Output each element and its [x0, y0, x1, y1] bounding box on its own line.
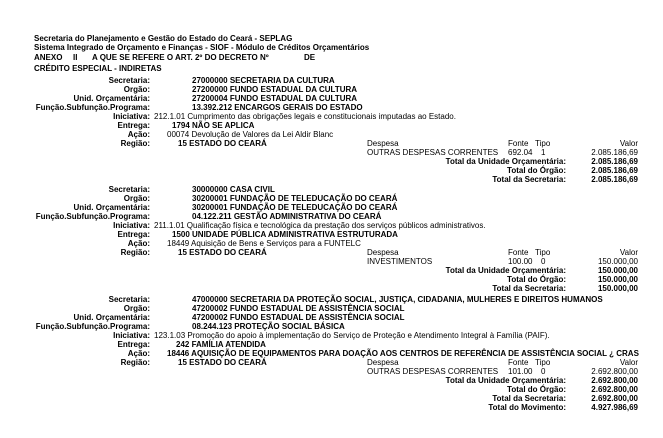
total-secretaria-label: Total da Secretaria: — [492, 394, 566, 403]
despesa-value: OUTRAS DESPESAS CORRENTES — [367, 148, 499, 157]
annex-label: ANEXO — [34, 53, 63, 62]
value-funcao: 13.392.212 ENCARGOS GERAIS DO ESTADO — [192, 103, 363, 112]
credit-type: CRÉDITO ESPECIAL - INDIRETAS — [34, 64, 162, 73]
label-acao: Ação: — [127, 239, 150, 248]
total-movimento-value: 4.927.986,69 — [591, 403, 638, 412]
value-unid: 30200001 FUNDAÇÃO DE TELEDUCAÇÃO DO CEARÁ — [192, 203, 398, 212]
value-funcao: 04.122.211 GESTÃO ADMINISTRATIVA DO CEARÁ — [192, 212, 382, 221]
total-orgao-label: Total do Órgão: — [507, 385, 566, 394]
tipo-value: 0 — [541, 257, 546, 266]
label-funcao: Função.Subfunção.Programa: — [35, 212, 150, 221]
annex-text: A QUE SE REFERE O ART. 2º DO DECRETO Nº — [92, 53, 269, 62]
label-regiao: Região: — [120, 358, 150, 367]
label-orgao: Orgão: — [123, 304, 150, 313]
label-regiao: Região: — [120, 248, 150, 257]
total-orgao-value: 2.692.800,00 — [591, 385, 638, 394]
value-orgao: 30200001 FUNDAÇÃO DE TELEDUCAÇÃO DO CEARÁ — [192, 194, 398, 203]
value-regiao: 15 ESTADO DO CEARÁ — [178, 248, 267, 257]
tipo-header: Tipo — [535, 248, 551, 257]
label-unid: Unid. Orçamentária: — [73, 94, 150, 103]
value-secretaria: 27000000 SECRETARIA DA CULTURA — [192, 76, 335, 85]
label-acao: Ação: — [127, 130, 150, 139]
label-orgao: Orgão: — [123, 85, 150, 94]
label-secretaria: Secretaria: — [108, 185, 150, 194]
label-funcao: Função.Subfunção.Programa: — [35, 103, 150, 112]
fonte-header: Fonte — [508, 139, 529, 148]
tipo-header: Tipo — [535, 139, 551, 148]
value-secretaria: 47000000 SECRETARIA DA PROTEÇÃO SOCIAL, JUSTIÇA, CIDADANIA, MULHERES E DIREITOS HUMANOS — [192, 295, 603, 304]
label-acao: Ação: — [127, 349, 150, 358]
label-regiao: Região: — [120, 139, 150, 148]
label-orgao: Orgão: — [123, 194, 150, 203]
annex-de: DE — [304, 53, 316, 62]
label-unid: Unid. Orçamentária: — [73, 203, 150, 212]
value-funcao: 08.244.123 PROTEÇÃO SOCIAL BÁSICA — [192, 322, 345, 331]
valor-header: Valor — [619, 358, 638, 367]
header-system: Sistema Integrado de Orçamento e Finanças - SIOF - Módulo de Créditos Orçamentários — [34, 43, 370, 52]
value-acao: 18449 Aquisição de Bens e Serviços para a FUNTELC — [167, 239, 361, 248]
total-orgao-label: Total do Órgão: — [507, 166, 566, 175]
total-secretaria-label: Total da Secretaria: — [492, 284, 566, 293]
total-secretaria-value: 150.000,00 — [597, 284, 638, 293]
total-orgao-value: 2.085.186,69 — [591, 166, 638, 175]
valor-header: Valor — [619, 139, 638, 148]
fonte-header: Fonte — [508, 358, 529, 367]
value-acao: 00074 Devolução de Valores da Lei Aldir Blanc — [167, 130, 334, 139]
label-entrega: Entrega: — [117, 230, 150, 239]
total-orgao-label: Total do Órgão: — [507, 275, 566, 284]
fonte-value: 692.04 — [508, 148, 533, 157]
value-entrega: 1794 NÃO SE APLICA — [172, 121, 255, 130]
value-entrega: 242 FAMÍLIA ATENDIDA — [176, 340, 266, 349]
valor-value: 2.085.186,69 — [591, 148, 638, 157]
value-orgao: 47200002 FUNDO ESTADUAL DE ASSISTÊNCIA SOCIAL — [192, 304, 405, 313]
tipo-header: Tipo — [535, 358, 551, 367]
label-funcao: Função.Subfunção.Programa: — [35, 322, 150, 331]
total-unid-value: 2.692.800,00 — [591, 376, 638, 385]
value-iniciativa: 123.1.03 Promoção do apoio à implementação do Serviço de Proteção e Atendimento Integral à Família (PAIF). — [154, 331, 550, 340]
value-entrega: 1500 UNIDADE PÚBLICA ADMINISTRATIVA ESTRUTURADA — [172, 230, 398, 239]
despesa-header: Despesa — [367, 248, 399, 257]
fonte-header: Fonte — [508, 248, 529, 257]
total-unid-value: 150.000,00 — [597, 266, 638, 275]
value-iniciativa: 212.1.01 Cumprimento das obrigações legais e constitucionais imputadas ao Estado. — [154, 112, 456, 121]
value-unid: 27200004 FUNDO ESTADUAL DA CULTURA — [192, 94, 358, 103]
valor-header: Valor — [619, 248, 638, 257]
valor-value: 2.692.800,00 — [591, 367, 638, 376]
value-iniciativa: 211.1.01 Qualificação física e tecnológica da prestação dos serviços públicos administrativos. — [154, 221, 486, 230]
fonte-value: 100.00 — [508, 257, 533, 266]
label-secretaria: Secretaria: — [108, 295, 150, 304]
despesa-value: OUTRAS DESPESAS CORRENTES — [367, 367, 499, 376]
value-unid: 47200002 FUNDO ESTADUAL DE ASSISTÊNCIA SOCIAL — [192, 313, 405, 322]
total-secretaria-value: 2.692.800,00 — [591, 394, 638, 403]
tipo-value: 0 — [541, 367, 546, 376]
total-unid-label: Total da Unidade Orçamentária: — [445, 266, 566, 275]
despesa-header: Despesa — [367, 358, 399, 367]
total-orgao-value: 150.000,00 — [597, 275, 638, 284]
total-secretaria-value: 2.085.186,69 — [591, 175, 638, 184]
fonte-value: 101.00 — [508, 367, 533, 376]
total-unid-label: Total da Unidade Orçamentária: — [445, 157, 566, 166]
valor-value: 150.000,00 — [597, 257, 638, 266]
label-entrega: Entrega: — [117, 121, 150, 130]
tipo-value: 1 — [541, 148, 546, 157]
label-iniciativa: Iniciativa: — [113, 221, 150, 230]
value-regiao: 15 ESTADO DO CEARÁ — [178, 139, 267, 148]
label-entrega: Entrega: — [117, 340, 150, 349]
total-unid-label: Total da Unidade Orçamentária: — [445, 376, 566, 385]
annex-number: II — [73, 53, 78, 62]
label-iniciativa: Iniciativa: — [113, 112, 150, 121]
header-agency: Secretaria do Planejamento e Gestão do Estado do Ceará - SEPLAG — [34, 34, 293, 43]
value-regiao: 15 ESTADO DO CEARÁ — [178, 358, 267, 367]
total-unid-value: 2.085.186,69 — [591, 157, 638, 166]
total-movimento-label: Total do Movimento: — [488, 403, 566, 412]
value-secretaria: 30000000 CASA CIVIL — [192, 185, 275, 194]
value-orgao: 27200000 FUNDO ESTADUAL DA CULTURA — [192, 85, 358, 94]
despesa-header: Despesa — [367, 139, 399, 148]
label-secretaria: Secretaria: — [108, 76, 150, 85]
despesa-value: INVESTIMENTOS — [367, 257, 433, 266]
label-iniciativa: Iniciativa: — [113, 331, 150, 340]
value-acao: 18446 AQUISIÇÃO DE EQUIPAMENTOS PARA DOAÇÃO AOS CENTROS DE REFERÊNCIA DE ASSISTÊNCIA SOCIAL ¿ CRAS — [167, 349, 639, 358]
label-unid: Unid. Orçamentária: — [73, 313, 150, 322]
total-secretaria-label: Total da Secretaria: — [492, 175, 566, 184]
